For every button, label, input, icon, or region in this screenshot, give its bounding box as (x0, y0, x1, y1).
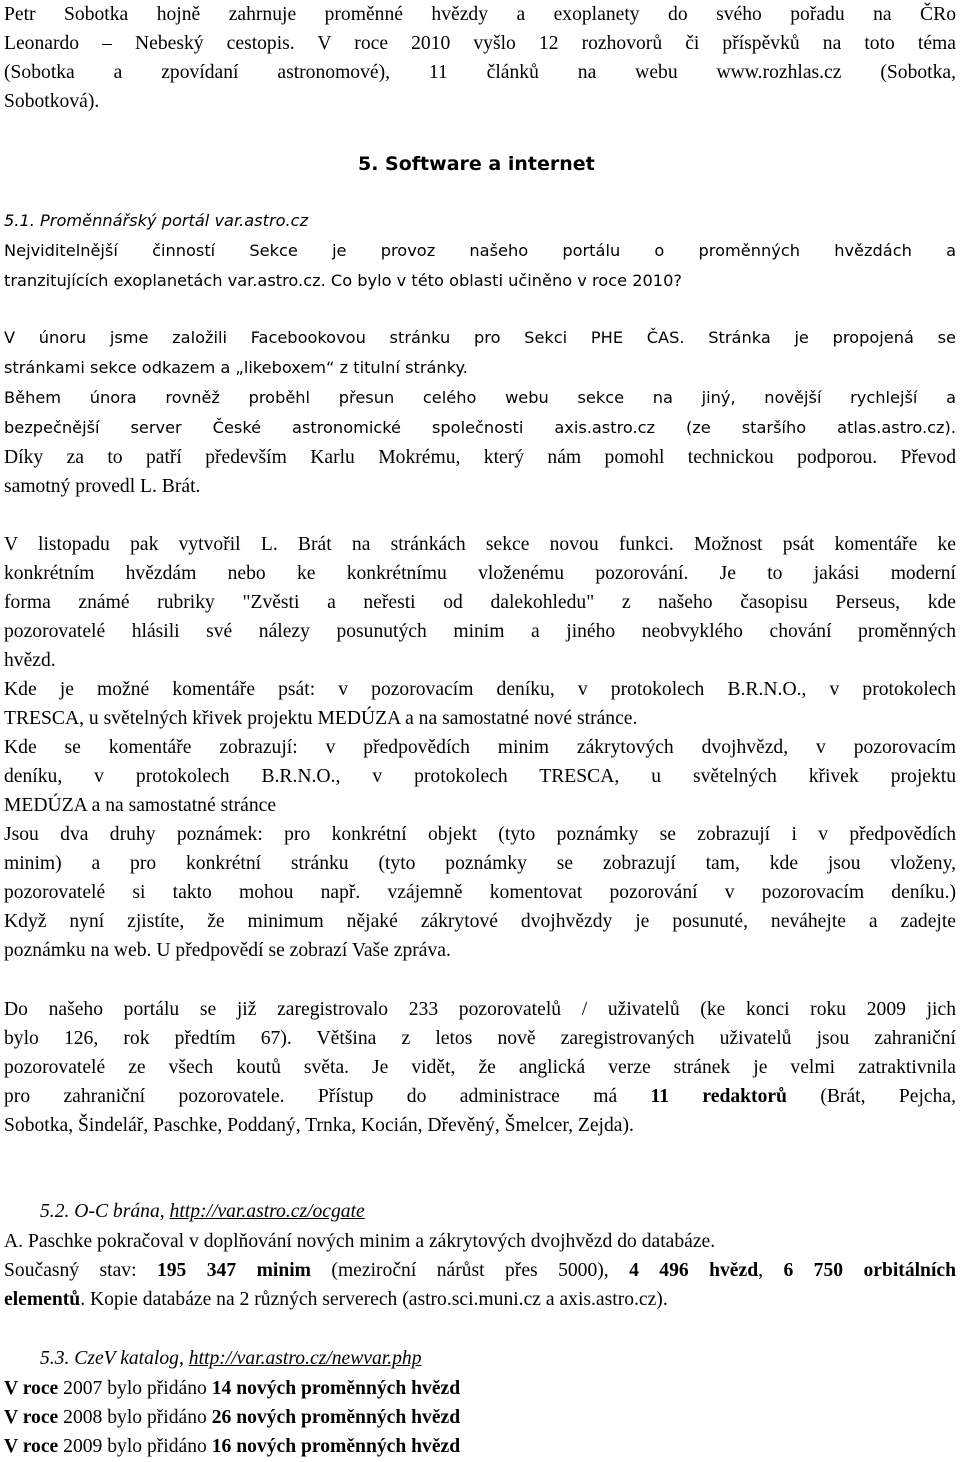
paragraph-line (4, 1082, 956, 1111)
row-year: 2008 (63, 1407, 103, 1428)
subsection-heading: 5.1. Proměnnářský portál var.astro.cz (4, 211, 309, 230)
paragraph-line: A. Paschke pokračoval v doplňování nových minim a zákrytových dvojhvězd do databáze. (4, 1231, 716, 1252)
paragraph-line: poznámku na web. U předpovědí se zobrazí Vaše zpráva. (4, 940, 451, 961)
subsection-heading (40, 1344, 422, 1373)
paragraph-line: Jsou dva druhy poznámek: pro konkrétní objekt (tyto poznámky se zobrazují i v předpovědích (4, 824, 956, 845)
paragraph-line: bylo 126, rok předtím 67). Většina z letos nově zaregistrovaných uživatelů jsou zahraniční (4, 1028, 956, 1049)
row-prefix: V roce (4, 1407, 64, 1428)
row-count: 26 nových proměnných hvězd (211, 1407, 461, 1428)
paragraph-line: bezpečnější server České astronomické společnosti axis.astro.cz (ze staršího atlas.astro.cz). (4, 418, 956, 437)
row-year: 2007 (63, 1378, 103, 1399)
paragraph-line: Kde je možné komentáře psát: v pozorovacím deníku, v protokolech B.R.N.O., v protokolech (4, 679, 956, 700)
stars-count: 4 496 hvězd (629, 1260, 759, 1281)
paragraph-line (4, 1256, 956, 1285)
intro-line: (Sobotka a zpovídaní astronomové), 11 článků na webu www.rozhlas.cz (Sobotka, (4, 62, 956, 83)
paragraph-line: pozorovatelé si takto mohou např. vzájemně komentovat pozorování v pozorovacím deníku.) (4, 882, 956, 903)
paragraph-line: TRESCA, u světelných křivek projektu MEDÚZA a na samostatné nové stránce. (4, 708, 638, 729)
paragraph-line: Během února rovněž proběhl přesun celého webu sekce na jiný, novější rychlejší a (4, 388, 956, 407)
text-run: V únoru jsme založili Facebookovou stránku pro Sekci PHE ČAS. (4, 328, 685, 347)
paragraph-line: Kde se komentáře zobrazují: v předpovědích minim zákrytových dvojhvězd, v pozorovacím (4, 737, 956, 758)
paragraph-line: MEDÚZA a na samostatné stránce (4, 795, 277, 816)
text-run: Stránka je propojená se (684, 328, 956, 347)
elements-count: 6 750 orbitálních (783, 1260, 956, 1281)
intro-line: Petr Sobotka hojně zahrnuje proměnné hvězdy a exoplanety do svého pořadu na ČRo (4, 4, 956, 25)
catalog-row (4, 1432, 956, 1461)
paragraph-line: V listopadu pak vytvořil L. Brát na stránkách sekce novou funkci. Možnost psát komentáře ke (4, 534, 956, 555)
intro-line: Sobotková). (4, 91, 100, 112)
paragraph-line: Když nyní zjistíte, že minimum nějaké zákrytové dvojhvězdy je posunuté, neváhejte a zadejte (4, 911, 956, 932)
catalog-row (4, 1374, 956, 1403)
intro-line: Leonardo – Nebeský cestopis. V roce 2010 vyšlo 12 rozhovorů či příspěvků na toto téma (4, 33, 956, 54)
newvar-link[interactable]: http://var.astro.cz/newvar.php (188, 1348, 422, 1369)
text-run: , (758, 1260, 784, 1281)
paragraph-line: pozorovatelé ze všech koutů světa. Je vidět, že anglická verze stránek je velmi zatraktivnila (4, 1057, 956, 1078)
text-run: pro zahraniční pozorovatele. Přístup do administrace má (4, 1086, 651, 1107)
row-prefix: V roce (4, 1378, 64, 1399)
editors-count: 11 redaktorů (650, 1086, 787, 1107)
text-run: Současný stav: (4, 1260, 157, 1281)
paragraph-line: Do našeho portálu se již zaregistrovalo 233 pozorovatelů / uživatelů (ke konci roku 2009 jich (4, 999, 956, 1020)
section-heading: 5. Software a internet (358, 153, 595, 175)
paragraph-line: deníku, v protokolech B.R.N.O., v protokolech TRESCA, u světelných křivek projektu (4, 766, 956, 787)
row-year: 2009 (63, 1436, 103, 1457)
paragraph-line: Nejviditelnější činností Sekce je provoz našeho portálu o proměnných hvězdách a (4, 241, 956, 260)
paragraph-line: minim) a pro konkrétní stránku (tyto poznámky se zobrazují tam, kde jsou vloženy, (4, 853, 956, 874)
subsection-heading (40, 1197, 365, 1226)
row-middle: bylo přidáno (102, 1436, 212, 1457)
paragraph-line: Díky za to patří především Karlu Mokrému, který nám pomohl technickou podporou. Převod (4, 447, 956, 468)
paragraph-line: tranzitujících exoplanetách var.astro.cz. Co bylo v této oblasti učiněno v roce 2010? (4, 271, 682, 290)
row-count: 16 nových proměnných hvězd (211, 1436, 461, 1457)
row-prefix: V roce (4, 1436, 64, 1457)
paragraph-line: Sobotka, Šindelář, Paschke, Poddaný, Trnka, Kocián, Dřevěný, Šmelcer, Zejda). (4, 1115, 634, 1136)
catalog-row (4, 1403, 956, 1432)
paragraph-line: forma známé rubriky "Zvěsti a neřesti od dalekohledu" z našeho časopisu Perseus, kde (4, 592, 956, 613)
paragraph-line: pozorovatelé hlásili své nálezy posunutých minim a jiného neobvyklého chování proměnných (4, 621, 956, 642)
elements-word: elementů (4, 1289, 81, 1310)
row-count: 14 nových proměnných hvězd (211, 1378, 461, 1399)
paragraph-line (4, 1285, 956, 1314)
text-run: . Kopie databáze na 2 různých serverech (astro.sci.muni.cz a axis.astro.cz). (80, 1289, 668, 1310)
row-middle: bylo přidáno (102, 1407, 212, 1428)
paragraph-line: hvězd. (4, 650, 56, 671)
row-middle: bylo přidáno (102, 1378, 212, 1399)
paragraph-line (4, 323, 956, 352)
ocgate-link[interactable]: http://var.astro.cz/ocgate (169, 1201, 365, 1222)
subsection-title: 5.3. CzeV katalog, (40, 1348, 189, 1369)
text-run: (meziroční nárůst přes 5000), (311, 1260, 630, 1281)
subsection-title: 5.2. O-C brána, (40, 1201, 170, 1222)
paragraph-line: samotný provedl L. Brát. (4, 476, 201, 497)
paragraph-line: konkrétním hvězdám nebo ke konkrétnímu vloženému pozorování. Je to jakási moderní (4, 563, 956, 584)
text-run: (Brát, Pejcha, (786, 1086, 956, 1107)
minima-count: 195 347 minim (156, 1260, 311, 1281)
paragraph-line: stránkami sekce odkazem a „likeboxem“ z titulní stránky. (4, 358, 468, 377)
